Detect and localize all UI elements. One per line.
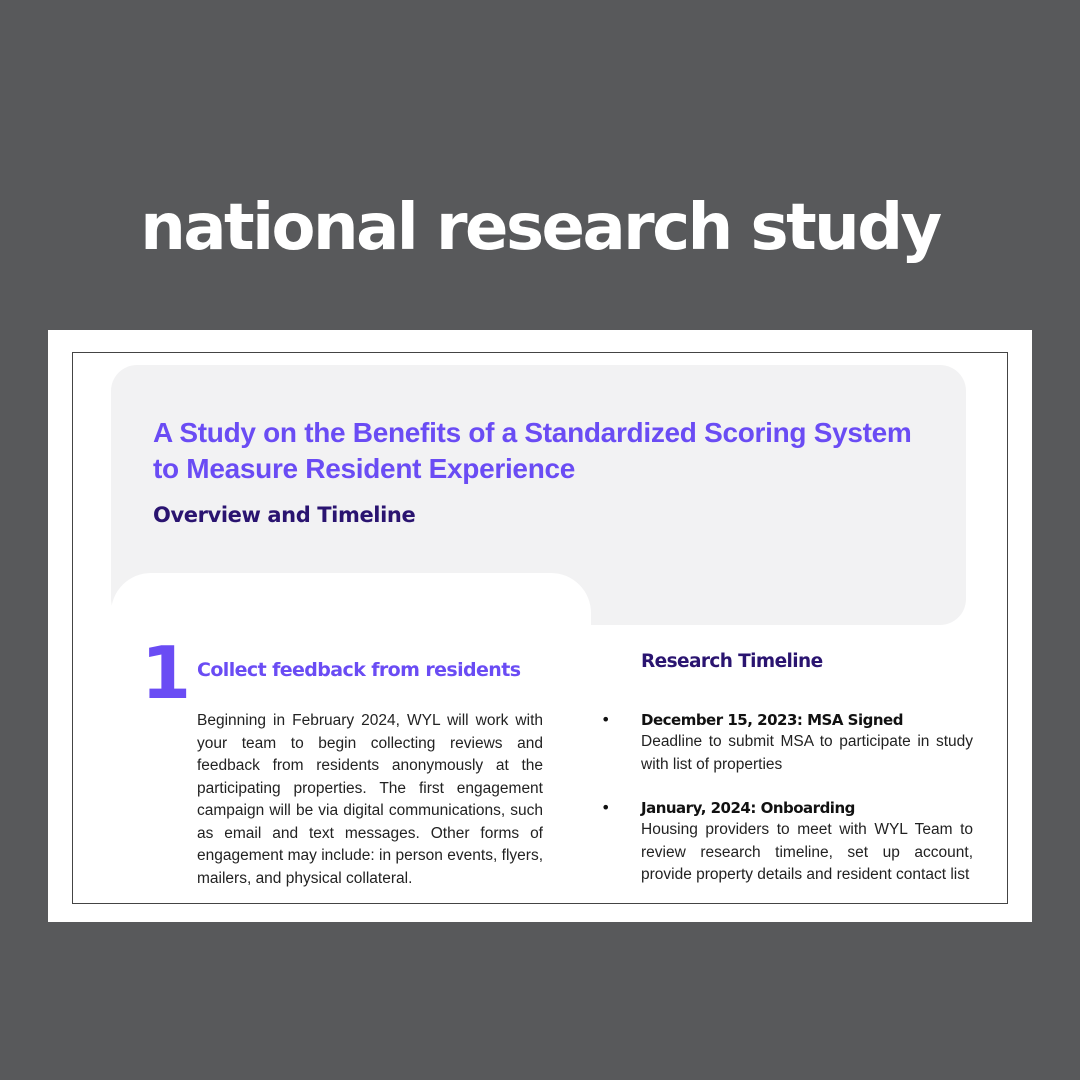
step-body: Beginning in February 2024, WYL will work with your team to begin collecting reviews and feedback from residents anonymously at the participating properties. The first engagement campaign will be via digital communications, such as email and text messages. Other forms of engagement may include: in person events, flyers, mailers, and physical collateral.: [197, 712, 543, 887]
timeline-item-description: Housing providers to meet with WYL Team to review research timeline, set up account, provide property details and resident contact list: [641, 821, 973, 883]
document-preview-card: [48, 330, 1032, 922]
step-number: 1: [141, 631, 188, 715]
document-subtitle: Overview and Timeline: [153, 503, 416, 527]
timeline-title: Research Timeline: [641, 651, 823, 672]
timeline-item: [601, 709, 973, 776]
timeline-item: [601, 797, 973, 887]
timeline-item-heading: December 15, 2023: MSA Signed: [641, 711, 903, 729]
document-page: [72, 352, 1008, 904]
timeline-item-heading: January, 2024: Onboarding: [641, 799, 855, 817]
bullet-icon: •: [601, 798, 611, 817]
document-title: A Study on the Benefits of a Standardized Scoring System to Measure Resident Experience: [153, 417, 912, 484]
bullet-icon: •: [601, 710, 611, 729]
step-heading: Collect feedback from residents: [197, 659, 521, 681]
headline: national research study: [140, 191, 940, 265]
timeline-item-description: Deadline to submit MSA to participate in study with list of properties: [641, 733, 973, 773]
